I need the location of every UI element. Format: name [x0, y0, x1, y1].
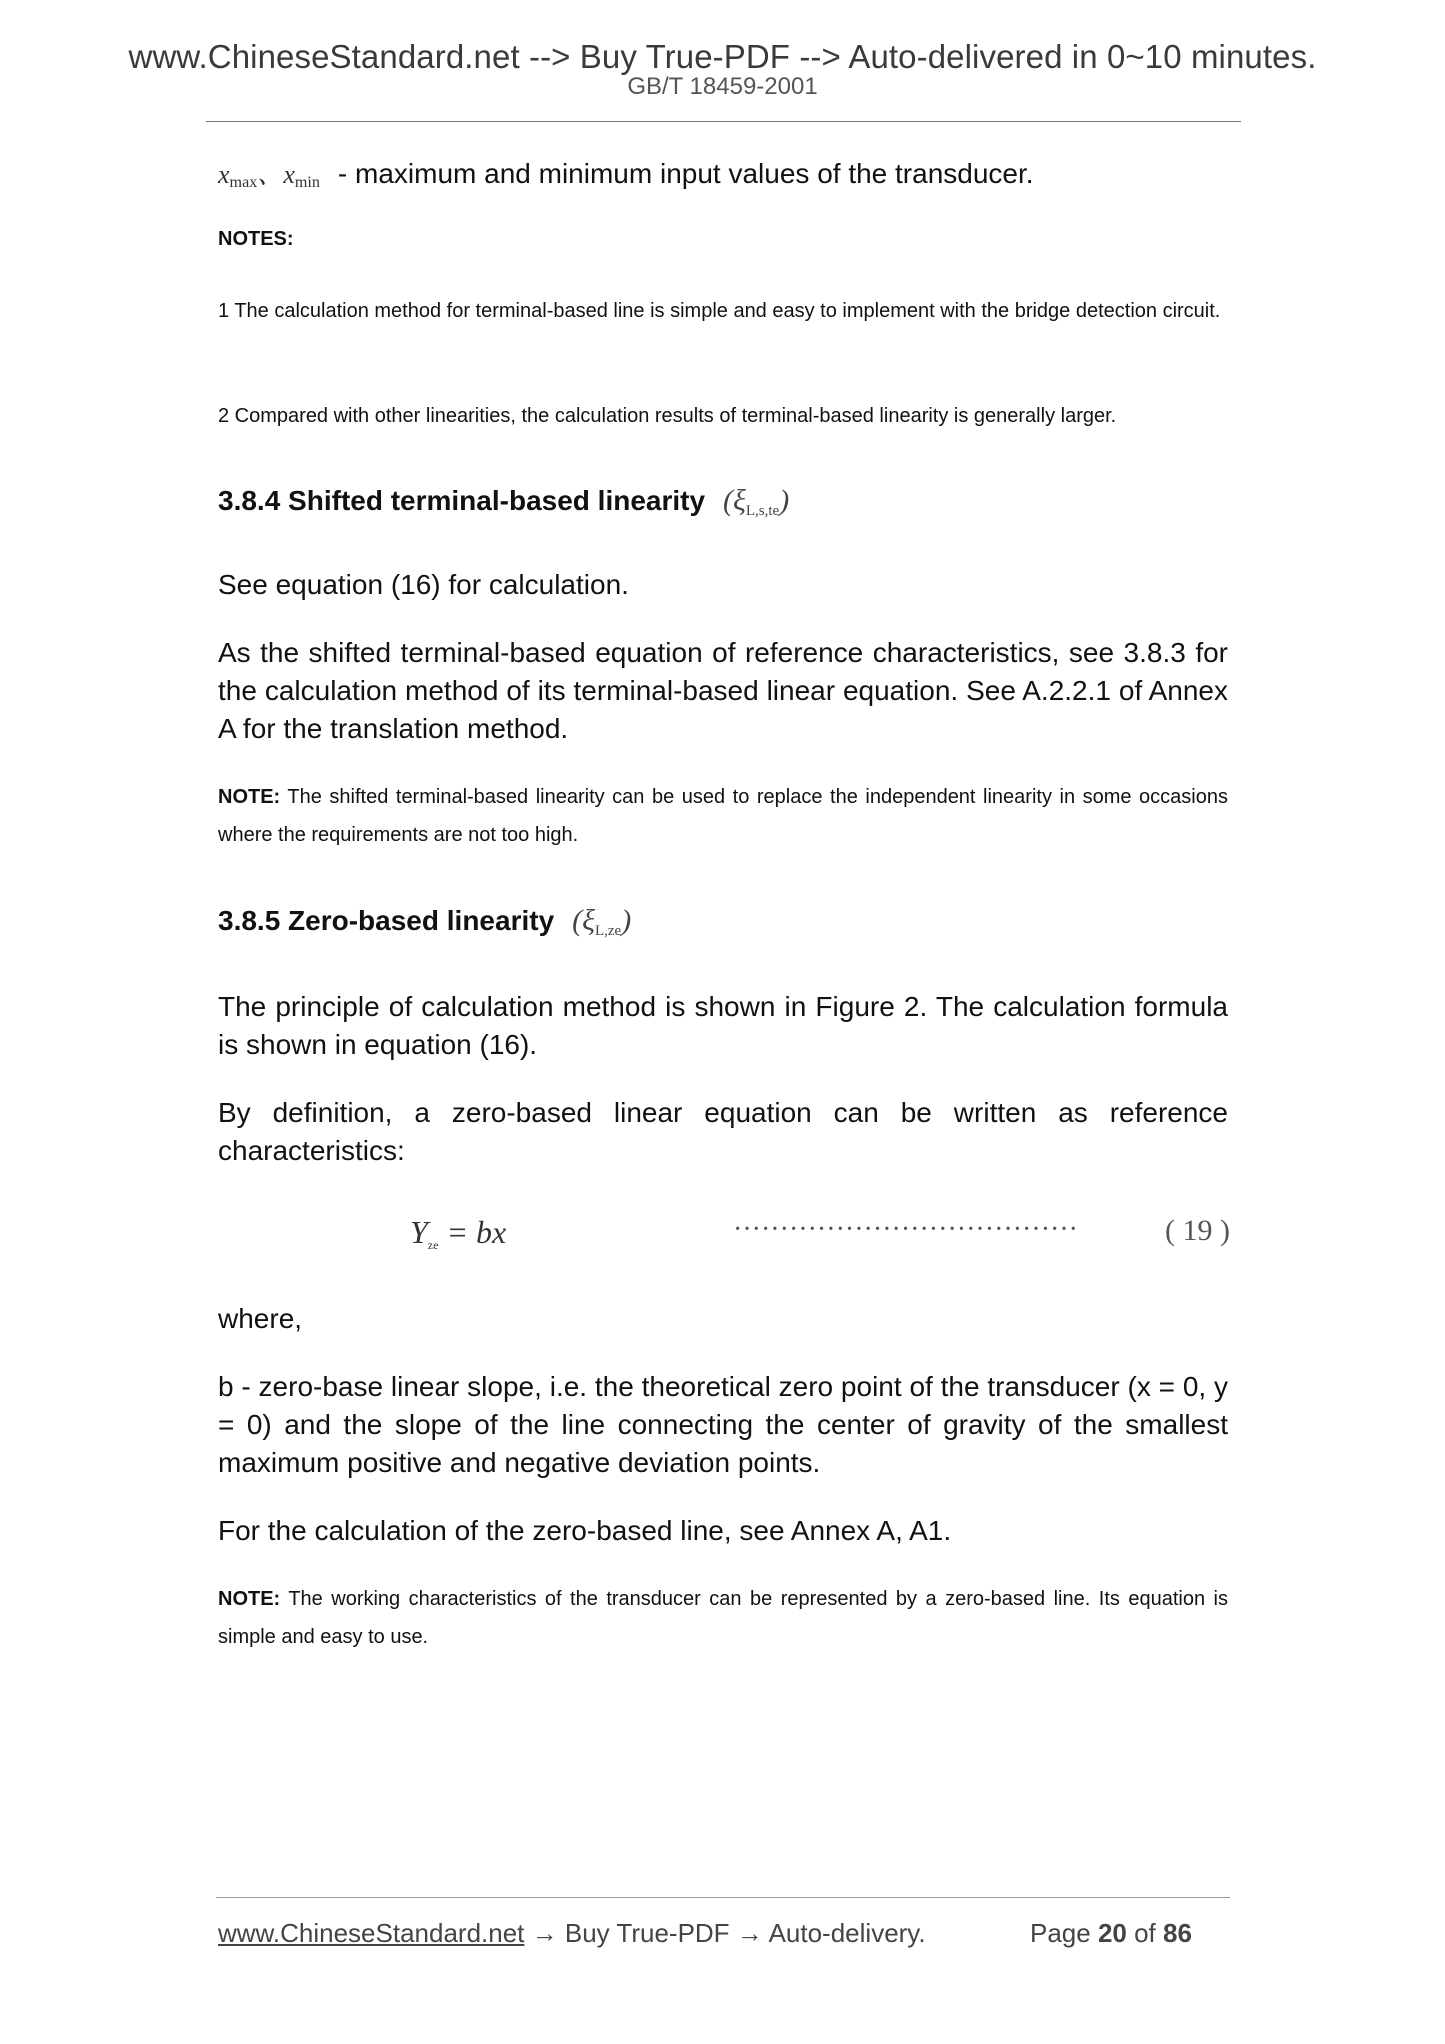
symbol-close: ) [621, 904, 632, 937]
shifted-terminal-linearity-symbol [723, 484, 789, 517]
paragraph-3-8-4-equation-ref: See equation (16) for calculation. [218, 569, 629, 600]
paragraph-3-8-4-method: As the shifted terminal-based equation of reference characteristics, see 3.8.3 for the calculation method of its terminal-based linear equation. See A.2.2.1 of Annex A for the translation method. [218, 637, 1228, 744]
x-min-symbol: x [283, 160, 295, 189]
where-label: where, [218, 1303, 303, 1334]
symbol-subscript: L,s,te [745, 503, 780, 519]
note-label: NOTE: [218, 1588, 281, 1610]
zero-based-linearity-symbol [572, 904, 631, 937]
equation-leader-dots: ····································· [733, 1214, 1078, 1245]
x-max-subscript: max [229, 174, 258, 191]
symbol-close: ) [779, 484, 790, 517]
equation-lhs-subscript: ze [427, 1238, 439, 1252]
paragraph-3-8-5-principle: The principle of calculation method is shown in Figure 2. The calculation formula is shown in equation (16). [218, 991, 1228, 1060]
equation-number: ( 19 ) [1165, 1214, 1230, 1247]
paragraph-3-8-5-definition: By definition, a zero-based linear equation can be written as reference characteristics: [218, 1097, 1228, 1166]
section-heading-3-8-5-text: 3.8.5 Zero-based linearity [218, 905, 555, 936]
symbol-open: (ξ [572, 904, 595, 937]
equation-rhs: = bx [438, 1214, 507, 1250]
input-values-description: - maximum and minimum input values of the transducer. [337, 158, 1034, 189]
equation-formula [410, 1214, 506, 1253]
symbol-subscript: L,ze [594, 923, 622, 939]
equation-lhs: Y [410, 1214, 428, 1250]
b-definition: b - zero-base linear slope, i.e. the theoretical zero point of the transducer (x = 0, y = 0) and the slope of the line connecting the center of gravity of the smallest maximum positive and negative deviation points. [218, 1371, 1228, 1478]
x-min-subscript: min [294, 174, 320, 191]
notes-label: NOTES: [218, 228, 294, 250]
section-heading-3-8-4 [218, 484, 1228, 520]
document-number: GB/T 18459-2001 [627, 73, 818, 100]
footer-promo [218, 1918, 926, 1949]
note-text: The shifted terminal-based linearity can be used to replace the independent linearity in some occasions where the requirements are not too high. [218, 786, 1228, 846]
equation-19 [218, 1214, 1230, 1258]
page-label: Page [1030, 1918, 1098, 1948]
total-pages: 86 [1163, 1918, 1192, 1948]
page-number: 20 [1097, 1918, 1127, 1948]
note-text: The working characteristics of the transducer can be represented by a zero-based line. Its equation is simple and easy to use. [218, 1588, 1228, 1648]
of-label: of [1126, 1918, 1164, 1948]
symbol-separator: 、 [257, 160, 284, 189]
header-divider [206, 121, 1241, 122]
note-item-1: 1 The calculation method for terminal-based line is simple and easy to implement with the bridge detection circuit. [218, 300, 1221, 322]
section-heading-3-8-4-text: 3.8.4 Shifted terminal-based linearity [218, 485, 706, 516]
note-3-8-4 [218, 778, 1228, 854]
footer-promo-text: → Buy True-PDF → Auto-delivery. [524, 1918, 926, 1948]
section-heading-3-8-5 [218, 904, 1228, 940]
page-indicator [1030, 1918, 1192, 1949]
note-3-8-5 [218, 1580, 1228, 1656]
site-banner: www.ChineseStandard.net --> Buy True-PDF --> Auto-delivered in 0~10 minutes. [128, 38, 1317, 75]
symbol-open: (ξ [723, 484, 746, 517]
annex-reference: For the calculation of the zero-based line, see Annex A, A1. [218, 1515, 952, 1546]
input-values-definition [218, 154, 1228, 192]
x-max-symbol: x [218, 160, 230, 189]
note-label: NOTE: [218, 786, 281, 808]
note-item-2: 2 Compared with other linearities, the calculation results of terminal-based linearity is generally larger. [218, 405, 1117, 427]
footer-divider [216, 1897, 1230, 1898]
footer-site-link[interactable]: www.ChineseStandard.net [218, 1918, 525, 1948]
x-max-min-symbol [218, 160, 320, 189]
